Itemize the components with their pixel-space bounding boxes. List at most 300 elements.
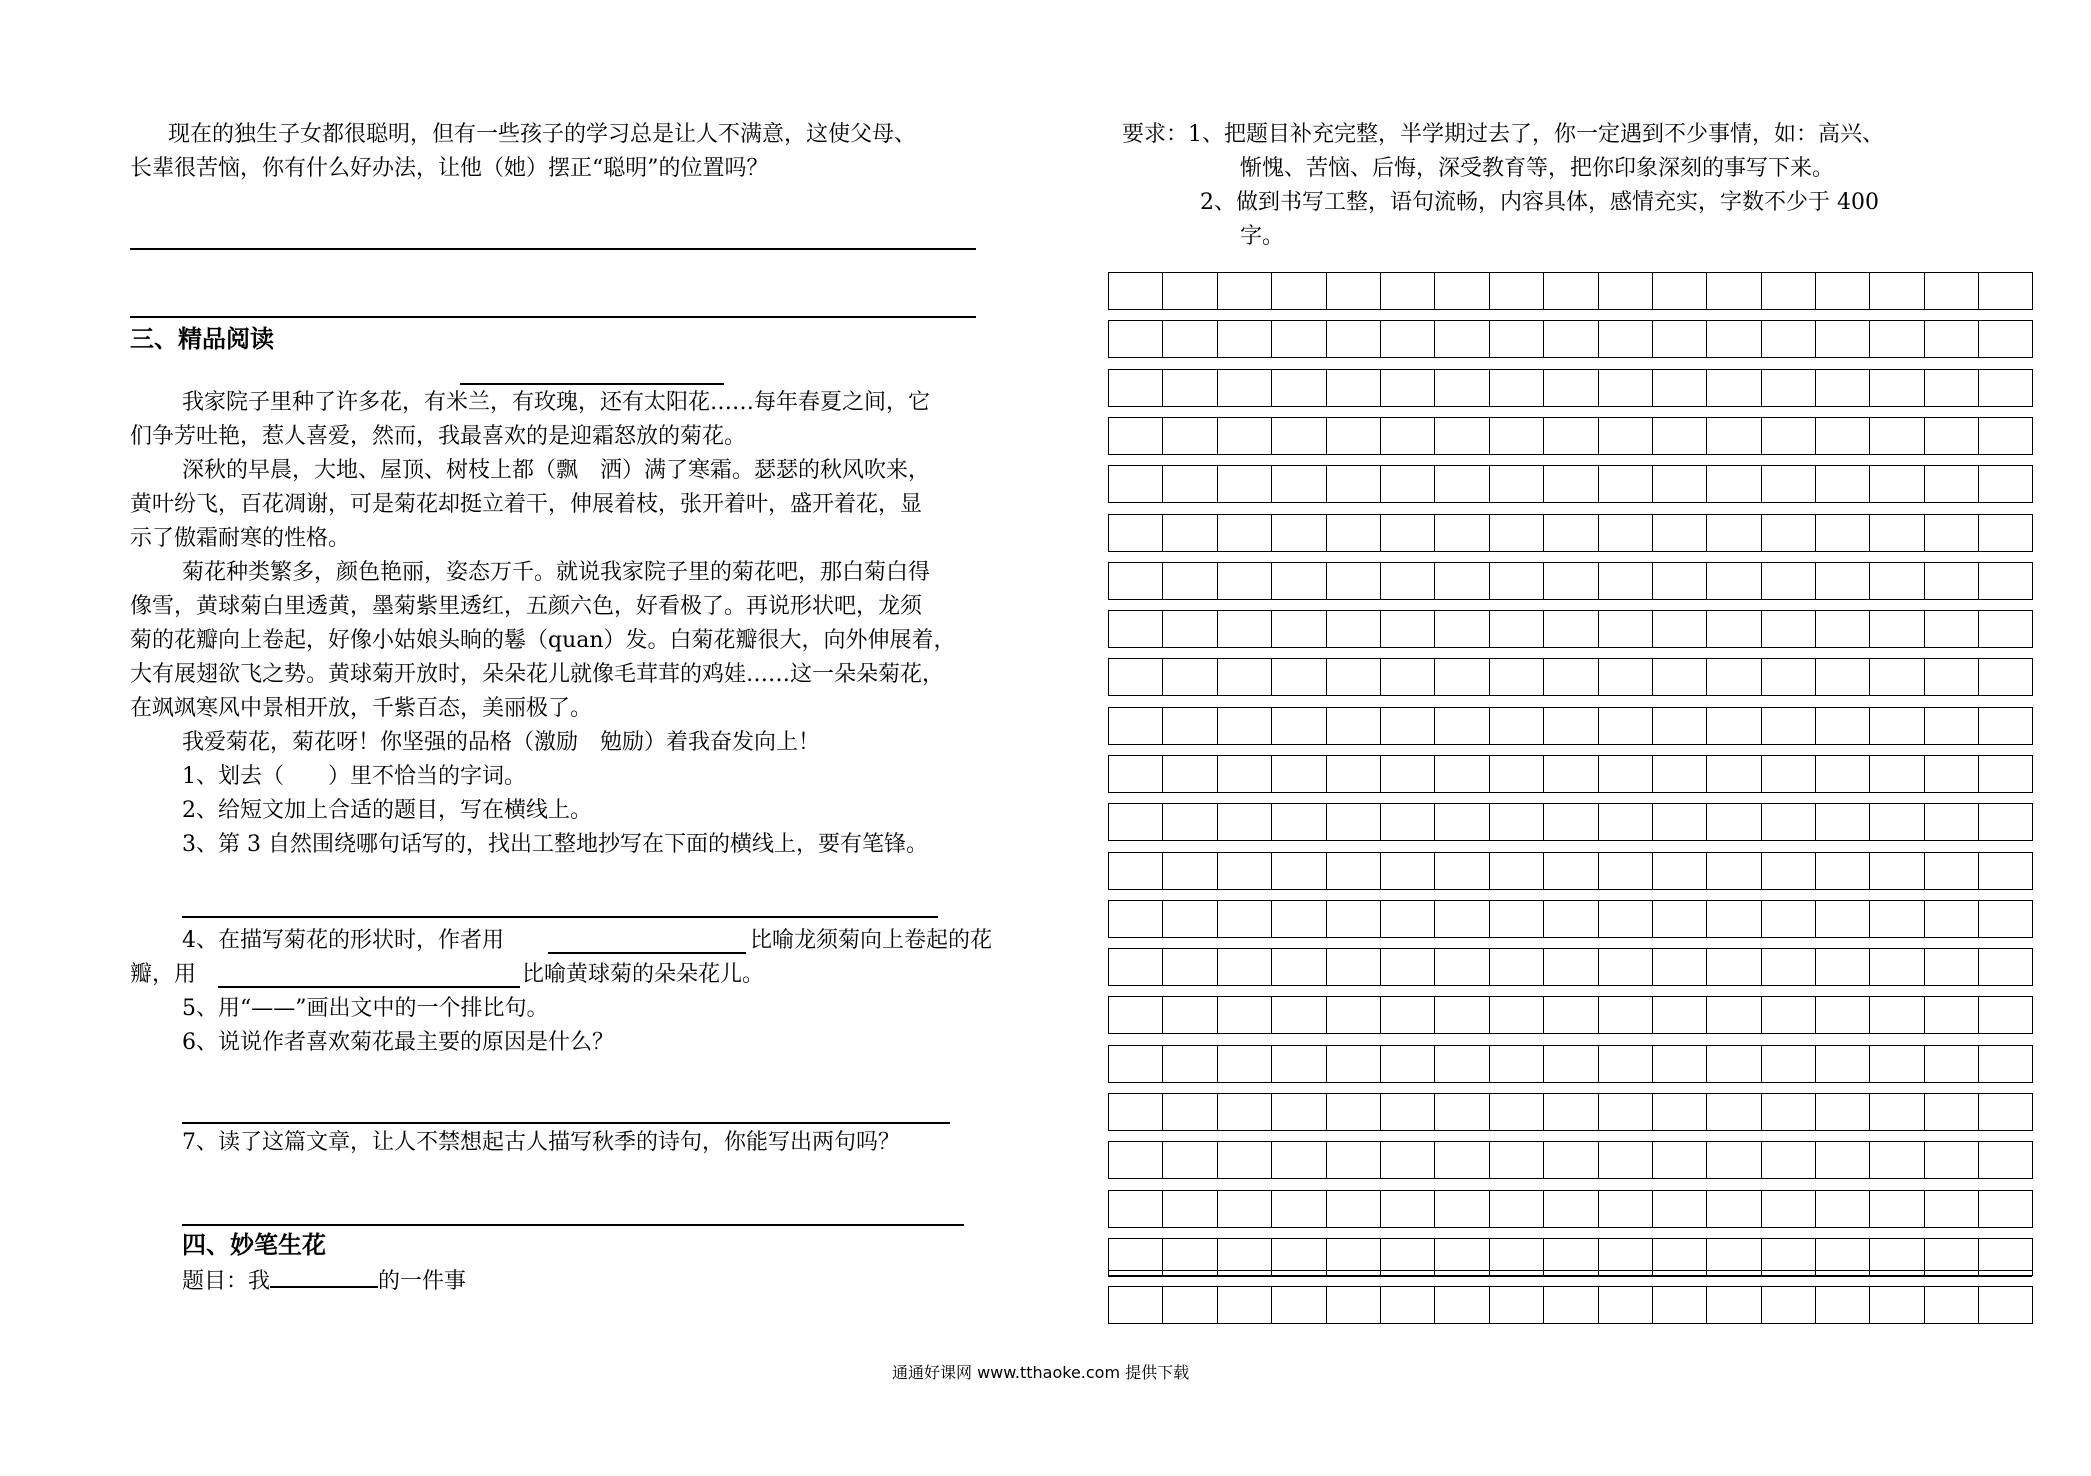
grid-cell[interactable] [1108,562,1162,600]
grid-cell[interactable] [1326,755,1380,793]
grid-cell[interactable] [1652,707,1706,745]
grid-cell[interactable] [1217,658,1271,696]
grid-cell[interactable] [1489,803,1543,841]
grid-cell[interactable] [1380,707,1434,745]
grid-cell[interactable] [1815,610,1869,648]
grid-cell[interactable] [1924,900,1978,938]
grid-cell[interactable] [1326,562,1380,600]
grid-cell[interactable] [1434,900,1488,938]
grid-cell[interactable] [1761,369,1815,407]
grid-cell[interactable] [1543,1045,1597,1083]
grid-cell[interactable] [1108,996,1162,1034]
grid-cell[interactable] [1815,320,1869,358]
grid-cell[interactable] [1489,514,1543,552]
grid-cell[interactable] [1326,1045,1380,1083]
grid-cell[interactable] [1652,610,1706,648]
grid-cell[interactable] [1217,1045,1271,1083]
answer-line-q3[interactable] [182,916,938,918]
grid-cell[interactable] [1326,948,1380,986]
grid-cell[interactable] [1162,465,1216,503]
grid-cell[interactable] [1978,272,2032,310]
grid-cell[interactable] [1706,514,1760,552]
grid-cell[interactable] [1706,707,1760,745]
grid-cell[interactable] [1108,900,1162,938]
grid-cell[interactable] [1217,996,1271,1034]
grid-cell[interactable] [1652,948,1706,986]
grid-cell[interactable] [1706,996,1760,1034]
grid-cell[interactable] [1978,658,2032,696]
grid-cell[interactable] [1706,562,1760,600]
grid-cell[interactable] [1869,465,1923,503]
grid-cell[interactable] [1380,417,1434,455]
grid-cell[interactable] [1869,996,1923,1034]
grid-cell[interactable] [1162,900,1216,938]
grid-cell[interactable] [1326,900,1380,938]
grid-cell[interactable] [1924,996,1978,1034]
grid-cell[interactable] [1924,707,1978,745]
grid-cell[interactable] [1869,1093,1923,1131]
grid-cell[interactable] [1978,996,2032,1034]
grid-cell[interactable] [1108,1093,1162,1131]
grid-cell[interactable] [1652,996,1706,1034]
grid-cell[interactable] [1108,417,1162,455]
grid-cell[interactable] [1924,658,1978,696]
grid-cell[interactable] [1271,514,1325,552]
grid-cell[interactable] [1434,1093,1488,1131]
grid-cell[interactable] [1761,948,1815,986]
grid-cell[interactable] [1815,852,1869,890]
grid-cell[interactable] [1598,1286,1652,1324]
grid-cell[interactable] [1598,1190,1652,1228]
grid-cell[interactable] [1869,610,1923,648]
grid-cell[interactable] [1652,514,1706,552]
grid-cell[interactable] [1652,465,1706,503]
grid-cell[interactable] [1489,900,1543,938]
grid-cell[interactable] [1543,1190,1597,1228]
grid-cell[interactable] [1869,900,1923,938]
grid-cell[interactable] [1869,852,1923,890]
grid-cell[interactable] [1217,803,1271,841]
grid-cell[interactable] [1652,272,1706,310]
grid-cell[interactable] [1598,852,1652,890]
grid-cell[interactable] [1543,610,1597,648]
grid-cell[interactable] [1869,658,1923,696]
grid-cell[interactable] [1543,1141,1597,1179]
grid-cell[interactable] [1761,465,1815,503]
grid-cell[interactable] [1217,852,1271,890]
grid-cell[interactable] [1543,852,1597,890]
grid-cell[interactable] [1434,755,1488,793]
grid-cell[interactable] [1489,320,1543,358]
grid-cell[interactable] [1978,562,2032,600]
grid-cell[interactable] [1162,369,1216,407]
grid-cell[interactable] [1815,707,1869,745]
grid-cell[interactable] [1815,900,1869,938]
grid-cell[interactable] [1706,1093,1760,1131]
grid-cell[interactable] [1706,755,1760,793]
grid-cell[interactable] [1924,1286,1978,1324]
grid-cell[interactable] [1924,369,1978,407]
grid-cell[interactable] [1543,417,1597,455]
grid-cell[interactable] [1271,610,1325,648]
grid-cell[interactable] [1869,1045,1923,1083]
grid-cell[interactable] [1598,272,1652,310]
grid-cell[interactable] [1326,1093,1380,1131]
grid-cell[interactable] [1706,1286,1760,1324]
grid-cell[interactable] [1217,465,1271,503]
grid-cell[interactable] [1924,755,1978,793]
grid-cell[interactable] [1815,1045,1869,1083]
grid-cell[interactable] [1652,1141,1706,1179]
grid-cell[interactable] [1543,514,1597,552]
grid-cell[interactable] [1434,707,1488,745]
grid-cell[interactable] [1652,1286,1706,1324]
grid-cell[interactable] [1434,658,1488,696]
grid-cell[interactable] [1815,272,1869,310]
grid-cell[interactable] [1162,1045,1216,1083]
answer-line-intro-1[interactable] [130,248,976,250]
grid-cell[interactable] [1217,707,1271,745]
grid-cell[interactable] [1434,996,1488,1034]
grid-cell[interactable] [1489,1141,1543,1179]
grid-cell[interactable] [1869,1141,1923,1179]
grid-cell[interactable] [1380,320,1434,358]
grid-cell[interactable] [1380,1190,1434,1228]
grid-cell[interactable] [1543,803,1597,841]
grid-cell[interactable] [1380,900,1434,938]
grid-cell[interactable] [1271,803,1325,841]
grid-cell[interactable] [1761,658,1815,696]
grid-cell[interactable] [1434,465,1488,503]
grid-cell[interactable] [1924,1093,1978,1131]
grid-cell[interactable] [1598,465,1652,503]
grid-cell[interactable] [1326,320,1380,358]
grid-cell[interactable] [1326,1141,1380,1179]
grid-cell[interactable] [1326,417,1380,455]
grid-cell[interactable] [1706,1141,1760,1179]
grid-cell[interactable] [1706,658,1760,696]
grid-cell[interactable] [1489,562,1543,600]
grid-cell[interactable] [1489,707,1543,745]
grid-cell[interactable] [1598,755,1652,793]
grid-cell[interactable] [1652,417,1706,455]
grid-cell[interactable] [1271,948,1325,986]
grid-cell[interactable] [1543,465,1597,503]
grid-cell[interactable] [1869,369,1923,407]
grid-cell[interactable] [1598,514,1652,552]
grid-cell[interactable] [1869,320,1923,358]
essay-title-blank[interactable] [270,1262,378,1288]
grid-cell[interactable] [1326,658,1380,696]
grid-cell[interactable] [1543,707,1597,745]
grid-cell[interactable] [1162,755,1216,793]
grid-cell[interactable] [1598,1045,1652,1083]
grid-cell[interactable] [1761,707,1815,745]
grid-cell[interactable] [1924,272,1978,310]
grid-cell[interactable] [1869,562,1923,600]
grid-cell[interactable] [1761,320,1815,358]
grid-cell[interactable] [1869,948,1923,986]
grid-cell[interactable] [1815,1141,1869,1179]
grid-cell[interactable] [1108,1190,1162,1228]
grid-cell[interactable] [1271,1190,1325,1228]
passage-title-blank[interactable] [460,383,724,385]
grid-cell[interactable] [1543,272,1597,310]
grid-cell[interactable] [1326,1286,1380,1324]
grid-cell[interactable] [1543,562,1597,600]
grid-cell[interactable] [1598,369,1652,407]
grid-cell[interactable] [1434,1141,1488,1179]
grid-cell[interactable] [1761,562,1815,600]
grid-cell[interactable] [1543,900,1597,938]
grid-cell[interactable] [1217,1141,1271,1179]
grid-cell[interactable] [1815,465,1869,503]
grid-cell[interactable] [1652,369,1706,407]
grid-cell[interactable] [1924,1045,1978,1083]
grid-cell[interactable] [1108,320,1162,358]
grid-cell[interactable] [1652,562,1706,600]
grid-cell[interactable] [1434,562,1488,600]
grid-cell[interactable] [1598,658,1652,696]
grid-cell[interactable] [1217,514,1271,552]
grid-cell[interactable] [1380,369,1434,407]
grid-cell[interactable] [1761,996,1815,1034]
grid-cell[interactable] [1271,1093,1325,1131]
grid-cell[interactable] [1978,465,2032,503]
grid-cell[interactable] [1978,320,2032,358]
grid-cell[interactable] [1108,755,1162,793]
grid-cell[interactable] [1598,707,1652,745]
grid-cell[interactable] [1652,755,1706,793]
grid-cell[interactable] [1869,1190,1923,1228]
grid-cell[interactable] [1326,610,1380,648]
grid-cell[interactable] [1162,272,1216,310]
grid-cell[interactable] [1271,320,1325,358]
grid-cell[interactable] [1162,1190,1216,1228]
grid-cell[interactable] [1761,755,1815,793]
grid-cell[interactable] [1162,803,1216,841]
grid-cell[interactable] [1978,1093,2032,1131]
grid-cell[interactable] [1489,417,1543,455]
grid-cell[interactable] [1271,465,1325,503]
grid-cell[interactable] [1434,514,1488,552]
grid-cell[interactable] [1489,272,1543,310]
grid-cell[interactable] [1543,996,1597,1034]
grid-cell[interactable] [1434,272,1488,310]
grid-cell[interactable] [1326,707,1380,745]
grid-cell[interactable] [1869,707,1923,745]
grid-cell[interactable] [1761,900,1815,938]
grid-cell[interactable] [1924,1190,1978,1228]
grid-cell[interactable] [1489,465,1543,503]
grid-cell[interactable] [1815,562,1869,600]
grid-cell[interactable] [1869,755,1923,793]
grid-cell[interactable] [1271,658,1325,696]
grid-cell[interactable] [1652,658,1706,696]
grid-cell[interactable] [1706,369,1760,407]
grid-cell[interactable] [1108,707,1162,745]
grid-cell[interactable] [1217,900,1271,938]
grid-cell[interactable] [1706,465,1760,503]
grid-cell[interactable] [1162,1286,1216,1324]
grid-cell[interactable] [1489,996,1543,1034]
grid-cell[interactable] [1924,803,1978,841]
grid-cell[interactable] [1978,803,2032,841]
grid-cell[interactable] [1924,320,1978,358]
grid-cell[interactable] [1326,465,1380,503]
grid-cell[interactable] [1706,272,1760,310]
grid-cell[interactable] [1380,272,1434,310]
grid-cell[interactable] [1815,1093,1869,1131]
grid-cell[interactable] [1489,610,1543,648]
answer-line-intro-2[interactable] [130,316,976,318]
grid-cell[interactable] [1761,803,1815,841]
grid-cell[interactable] [1598,996,1652,1034]
grid-cell[interactable] [1869,803,1923,841]
grid-cell[interactable] [1706,900,1760,938]
grid-cell[interactable] [1761,1286,1815,1324]
grid-cell[interactable] [1271,707,1325,745]
grid-cell[interactable] [1326,272,1380,310]
grid-cell[interactable] [1489,1190,1543,1228]
grid-cell[interactable] [1652,803,1706,841]
grid-cell[interactable] [1761,1141,1815,1179]
grid-cell[interactable] [1380,948,1434,986]
grid-cell[interactable] [1162,948,1216,986]
grid-cell[interactable] [1543,658,1597,696]
grid-cell[interactable] [1924,417,1978,455]
grid-cell[interactable] [1706,1190,1760,1228]
grid-cell[interactable] [1652,900,1706,938]
grid-cell[interactable] [1326,996,1380,1034]
grid-cell[interactable] [1380,1045,1434,1083]
grid-cell[interactable] [1217,755,1271,793]
grid-cell[interactable] [1271,1045,1325,1083]
grid-cell[interactable] [1978,1045,2032,1083]
grid-cell[interactable] [1815,369,1869,407]
grid-cell[interactable] [1434,417,1488,455]
grid-cell[interactable] [1978,514,2032,552]
grid-cell[interactable] [1543,1286,1597,1324]
grid-cell[interactable] [1869,272,1923,310]
grid-cell[interactable] [1761,417,1815,455]
grid-cell[interactable] [1271,755,1325,793]
grid-cell[interactable] [1434,1190,1488,1228]
grid-cell[interactable] [1978,610,2032,648]
grid-cell[interactable] [1162,610,1216,648]
grid-cell[interactable] [1652,320,1706,358]
answer-blank-q4-1[interactable] [548,952,746,954]
grid-cell[interactable] [1434,1045,1488,1083]
grid-cell[interactable] [1434,1286,1488,1324]
grid-cell[interactable] [1706,320,1760,358]
grid-cell[interactable] [1162,562,1216,600]
grid-cell[interactable] [1598,417,1652,455]
grid-cell[interactable] [1815,948,1869,986]
grid-cell[interactable] [1162,852,1216,890]
grid-cell[interactable] [1108,1141,1162,1179]
grid-cell[interactable] [1271,417,1325,455]
grid-cell[interactable] [1162,1093,1216,1131]
grid-cell[interactable] [1326,803,1380,841]
grid-cell[interactable] [1217,417,1271,455]
grid-cell[interactable] [1489,1093,1543,1131]
grid-cell[interactable] [1598,610,1652,648]
grid-cell[interactable] [1434,852,1488,890]
grid-cell[interactable] [1598,900,1652,938]
grid-cell[interactable] [1489,369,1543,407]
grid-cell[interactable] [1543,1093,1597,1131]
grid-cell[interactable] [1978,369,2032,407]
grid-cell[interactable] [1271,272,1325,310]
grid-cell[interactable] [1543,320,1597,358]
grid-cell[interactable] [1598,803,1652,841]
grid-cell[interactable] [1380,1093,1434,1131]
grid-cell[interactable] [1108,658,1162,696]
grid-cell[interactable] [1108,465,1162,503]
grid-cell[interactable] [1924,948,1978,986]
grid-cell[interactable] [1380,514,1434,552]
grid-cell[interactable] [1162,996,1216,1034]
grid-cell[interactable] [1217,562,1271,600]
grid-cell[interactable] [1217,272,1271,310]
grid-cell[interactable] [1543,948,1597,986]
grid-cell[interactable] [1815,1286,1869,1324]
grid-cell[interactable] [1978,1141,2032,1179]
answer-line-q7[interactable] [182,1224,964,1226]
grid-cell[interactable] [1543,755,1597,793]
grid-cell[interactable] [1217,1286,1271,1324]
grid-cell[interactable] [1108,369,1162,407]
grid-cell[interactable] [1217,1190,1271,1228]
grid-cell[interactable] [1815,1190,1869,1228]
grid-cell[interactable] [1815,996,1869,1034]
grid-cell[interactable] [1761,1093,1815,1131]
grid-cell[interactable] [1217,320,1271,358]
grid-cell[interactable] [1380,996,1434,1034]
grid-cell[interactable] [1869,514,1923,552]
grid-cell[interactable] [1978,948,2032,986]
grid-cell[interactable] [1598,1141,1652,1179]
grid-cell[interactable] [1108,948,1162,986]
grid-cell[interactable] [1162,658,1216,696]
grid-cell[interactable] [1217,610,1271,648]
grid-cell[interactable] [1434,803,1488,841]
grid-cell[interactable] [1706,948,1760,986]
grid-cell[interactable] [1271,900,1325,938]
grid-cell[interactable] [1271,369,1325,407]
grid-cell[interactable] [1924,610,1978,648]
grid-cell[interactable] [1217,948,1271,986]
grid-cell[interactable] [1326,369,1380,407]
grid-cell[interactable] [1815,755,1869,793]
grid-cell[interactable] [1380,658,1434,696]
grid-cell[interactable] [1434,610,1488,648]
grid-cell[interactable] [1489,1286,1543,1324]
grid-cell[interactable] [1108,852,1162,890]
grid-cell[interactable] [1489,948,1543,986]
grid-cell[interactable] [1162,707,1216,745]
grid-cell[interactable] [1217,369,1271,407]
answer-line-q6[interactable] [182,1122,950,1124]
grid-cell[interactable] [1598,948,1652,986]
grid-cell[interactable] [1271,1141,1325,1179]
grid-cell[interactable] [1489,755,1543,793]
grid-cell[interactable] [1924,562,1978,600]
grid-cell[interactable] [1761,610,1815,648]
grid-cell[interactable] [1924,852,1978,890]
grid-cell[interactable] [1489,1045,1543,1083]
